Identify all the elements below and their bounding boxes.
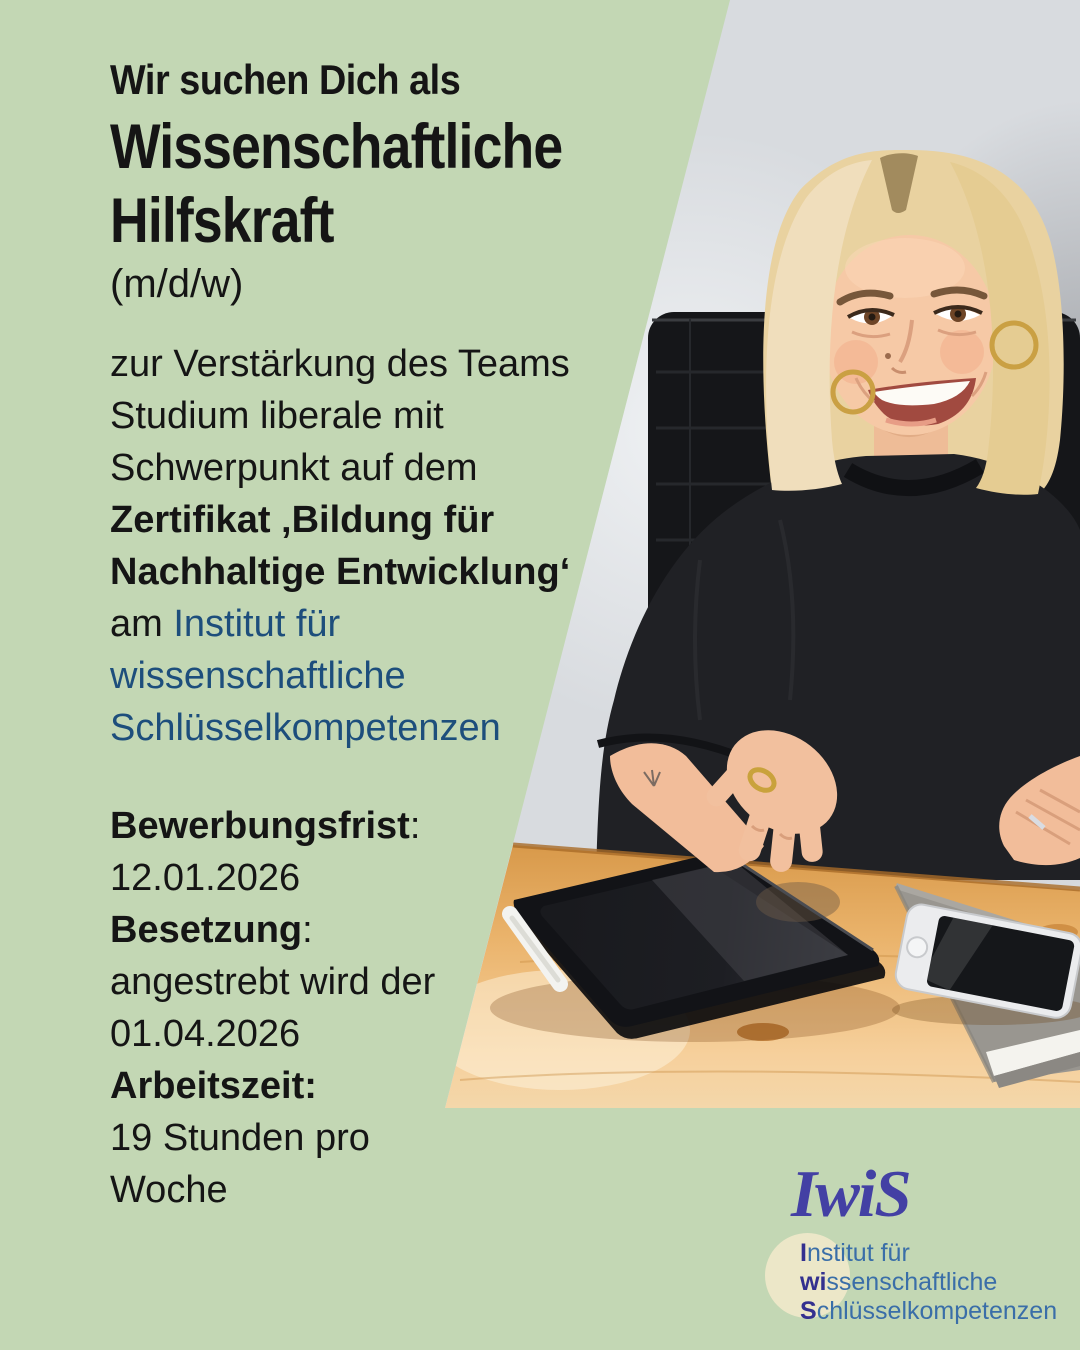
iwis-wordmark: IwiS (791, 1157, 910, 1231)
deadline-value: 12.01.2026 (110, 857, 301, 899)
start-row (110, 904, 435, 956)
start-value-line2: 01.04.2026 (110, 1013, 301, 1055)
iwis-subtitle-rest: ssenschaftliche (826, 1268, 998, 1296)
intro-line (110, 598, 570, 650)
iwis-subtitle-prefix: wi (800, 1268, 827, 1296)
intro-line: Studium liberale mit (110, 395, 444, 437)
gender-note: (m/d/w) (110, 262, 244, 306)
details-block (110, 800, 435, 1216)
job-title-line2: Hilfskraft (110, 186, 334, 256)
certificate-name-line2: Nachhaltige Entwicklung‘ (110, 551, 571, 593)
kicker: Wir suchen Dich als (110, 56, 461, 103)
intro-prefix: am (110, 603, 174, 645)
hours-value-line1: 19 Stunden pro (110, 1117, 370, 1159)
iwis-subtitle (800, 1239, 1057, 1326)
institute-name-line3: Schlüsselkompetenzen (110, 707, 501, 749)
iwis-subtitle-rest: nstitut für (806, 1239, 910, 1267)
hours-label: Arbeitszeit: (110, 1065, 317, 1107)
iwis-subtitle-rest: chlüsselkompetenzen (816, 1297, 1058, 1325)
iwis-subtitle-line2 (800, 1268, 1057, 1297)
intro-line: Schwerpunkt auf dem (110, 447, 478, 489)
intro-line: zur Verstärkung des Teams (110, 343, 570, 385)
deadline-colon: : (409, 805, 421, 847)
deadline-row (110, 800, 435, 852)
institute-name-line2: wissenschaftliche (110, 655, 406, 697)
iwis-subtitle-line3 (800, 1297, 1057, 1326)
start-colon: : (302, 909, 313, 951)
iwis-subtitle-prefix: I (800, 1239, 807, 1267)
certificate-name-line1: Zertifikat ‚Bildung für (110, 499, 495, 541)
job-title-line1: Wissenschaftliche (110, 112, 563, 182)
job-title (110, 110, 562, 258)
deadline-label: Bewerbungsfrist (110, 805, 410, 847)
intro-paragraph (110, 338, 570, 754)
institute-name-line1: Institut für (173, 603, 341, 645)
start-value-line1: angestrebt wird der (110, 961, 436, 1003)
start-label: Besetzung (110, 909, 303, 951)
iwis-subtitle-line1 (800, 1239, 1057, 1268)
face (823, 235, 997, 435)
iwis-subtitle-prefix: S (800, 1297, 817, 1325)
hours-value-line2: Woche (110, 1169, 228, 1211)
